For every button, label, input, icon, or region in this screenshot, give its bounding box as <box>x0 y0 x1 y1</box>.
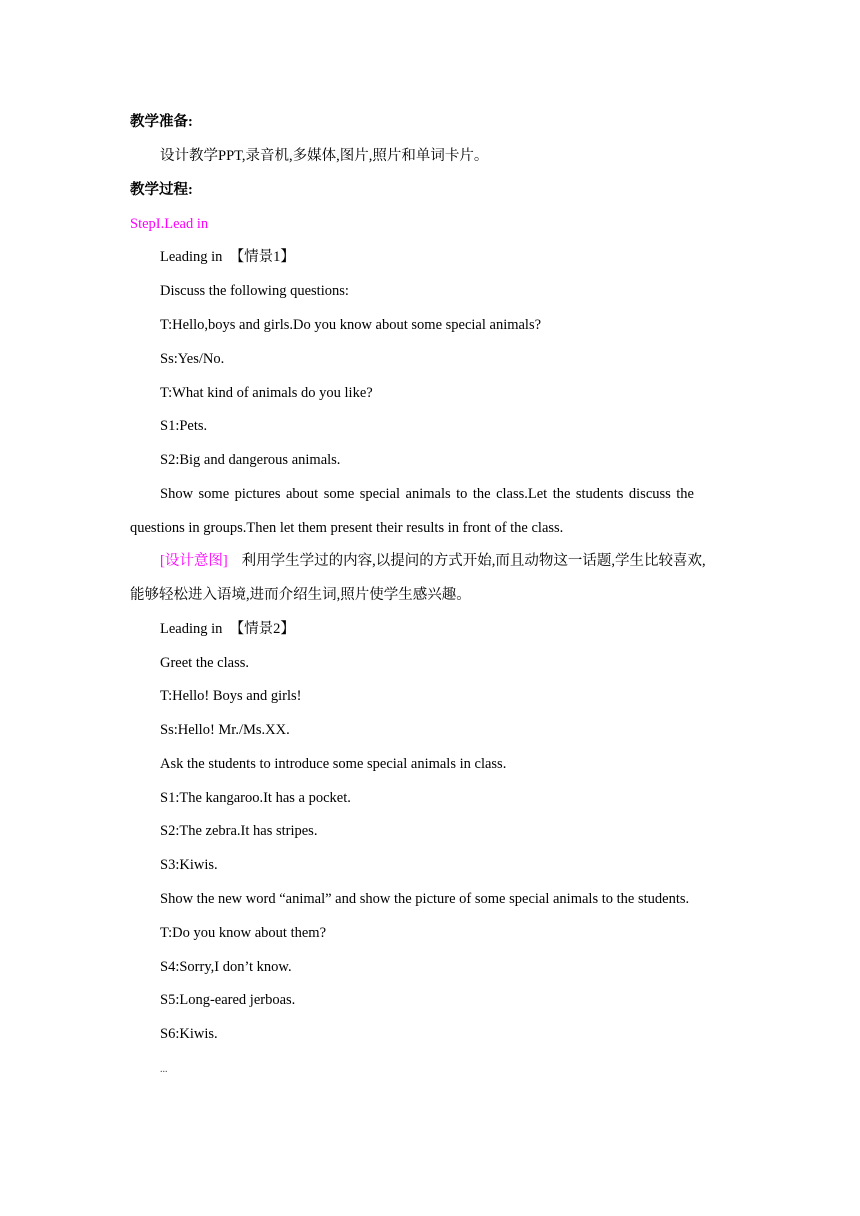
process-heading: 教学过程: <box>130 182 193 198</box>
discuss-line: Discuss the following questions: <box>160 283 349 299</box>
design-intent-tag: [设计意图] <box>160 553 228 569</box>
dialogue-t2: T:What kind of animals do you like? <box>160 385 373 401</box>
prep-heading: 教学准备: <box>130 114 193 130</box>
dialogue-s1a: S1:Pets. <box>160 418 208 434</box>
ask-line: Ask the students to introduce some special animals in class. <box>160 756 507 772</box>
show-new-word-line: Show the new word “animal” and show the picture of some special animals to the students. <box>160 891 690 907</box>
dialogue-ss1: Ss:Yes/No. <box>160 351 225 367</box>
design-intent-line1 <box>160 551 730 571</box>
dialogue-ss2: Ss:Hello! Mr./Ms.XX. <box>160 722 290 738</box>
continuation-ellipsis: ... <box>160 1064 168 1075</box>
design-intent-line2: 能够轻松进入语境,进而介绍生词,照片使学生感兴趣。 <box>130 587 471 603</box>
scene1-label: Leading in 【情景1】 <box>160 249 295 265</box>
dialogue-t4: T:Do you know about them? <box>160 925 326 941</box>
design-intent-text: 利用学生学过的内容,以提问的方式开始,而且动物这一话题,学生比较喜欢, <box>241 553 706 569</box>
dialogue-s6: S6:Kiwis. <box>160 1026 218 1042</box>
show-pictures-line1: Show some pictures about some special animals to the class.Let the students discuss the <box>160 486 694 502</box>
dialogue-s5: S5:Long-eared jerboas. <box>160 992 296 1008</box>
dialogue-s3: S3:Kiwis. <box>160 857 218 873</box>
greet-line: Greet the class. <box>160 655 249 671</box>
step-title: StepI.Lead in <box>130 216 209 232</box>
prep-text: 设计教学PPT,录音机,多媒体,图片,照片和单词卡片。 <box>160 148 489 164</box>
dialogue-t3: T:Hello! Boys and girls! <box>160 688 302 704</box>
dialogue-s1b: S1:The kangaroo.It has a pocket. <box>160 790 351 806</box>
scene2-label: Leading in 【情景2】 <box>160 621 295 637</box>
dialogue-s4: S4:Sorry,I don’t know. <box>160 959 292 975</box>
dialogue-s2a: S2:Big and dangerous animals. <box>160 452 341 468</box>
dialogue-t1: T:Hello,boys and girls.Do you know about some special animals? <box>160 317 542 333</box>
show-pictures-line2: questions in groups.Then let them present their results in front of the class. <box>130 520 564 536</box>
dialogue-s2b: S2:The zebra.It has stripes. <box>160 823 318 839</box>
